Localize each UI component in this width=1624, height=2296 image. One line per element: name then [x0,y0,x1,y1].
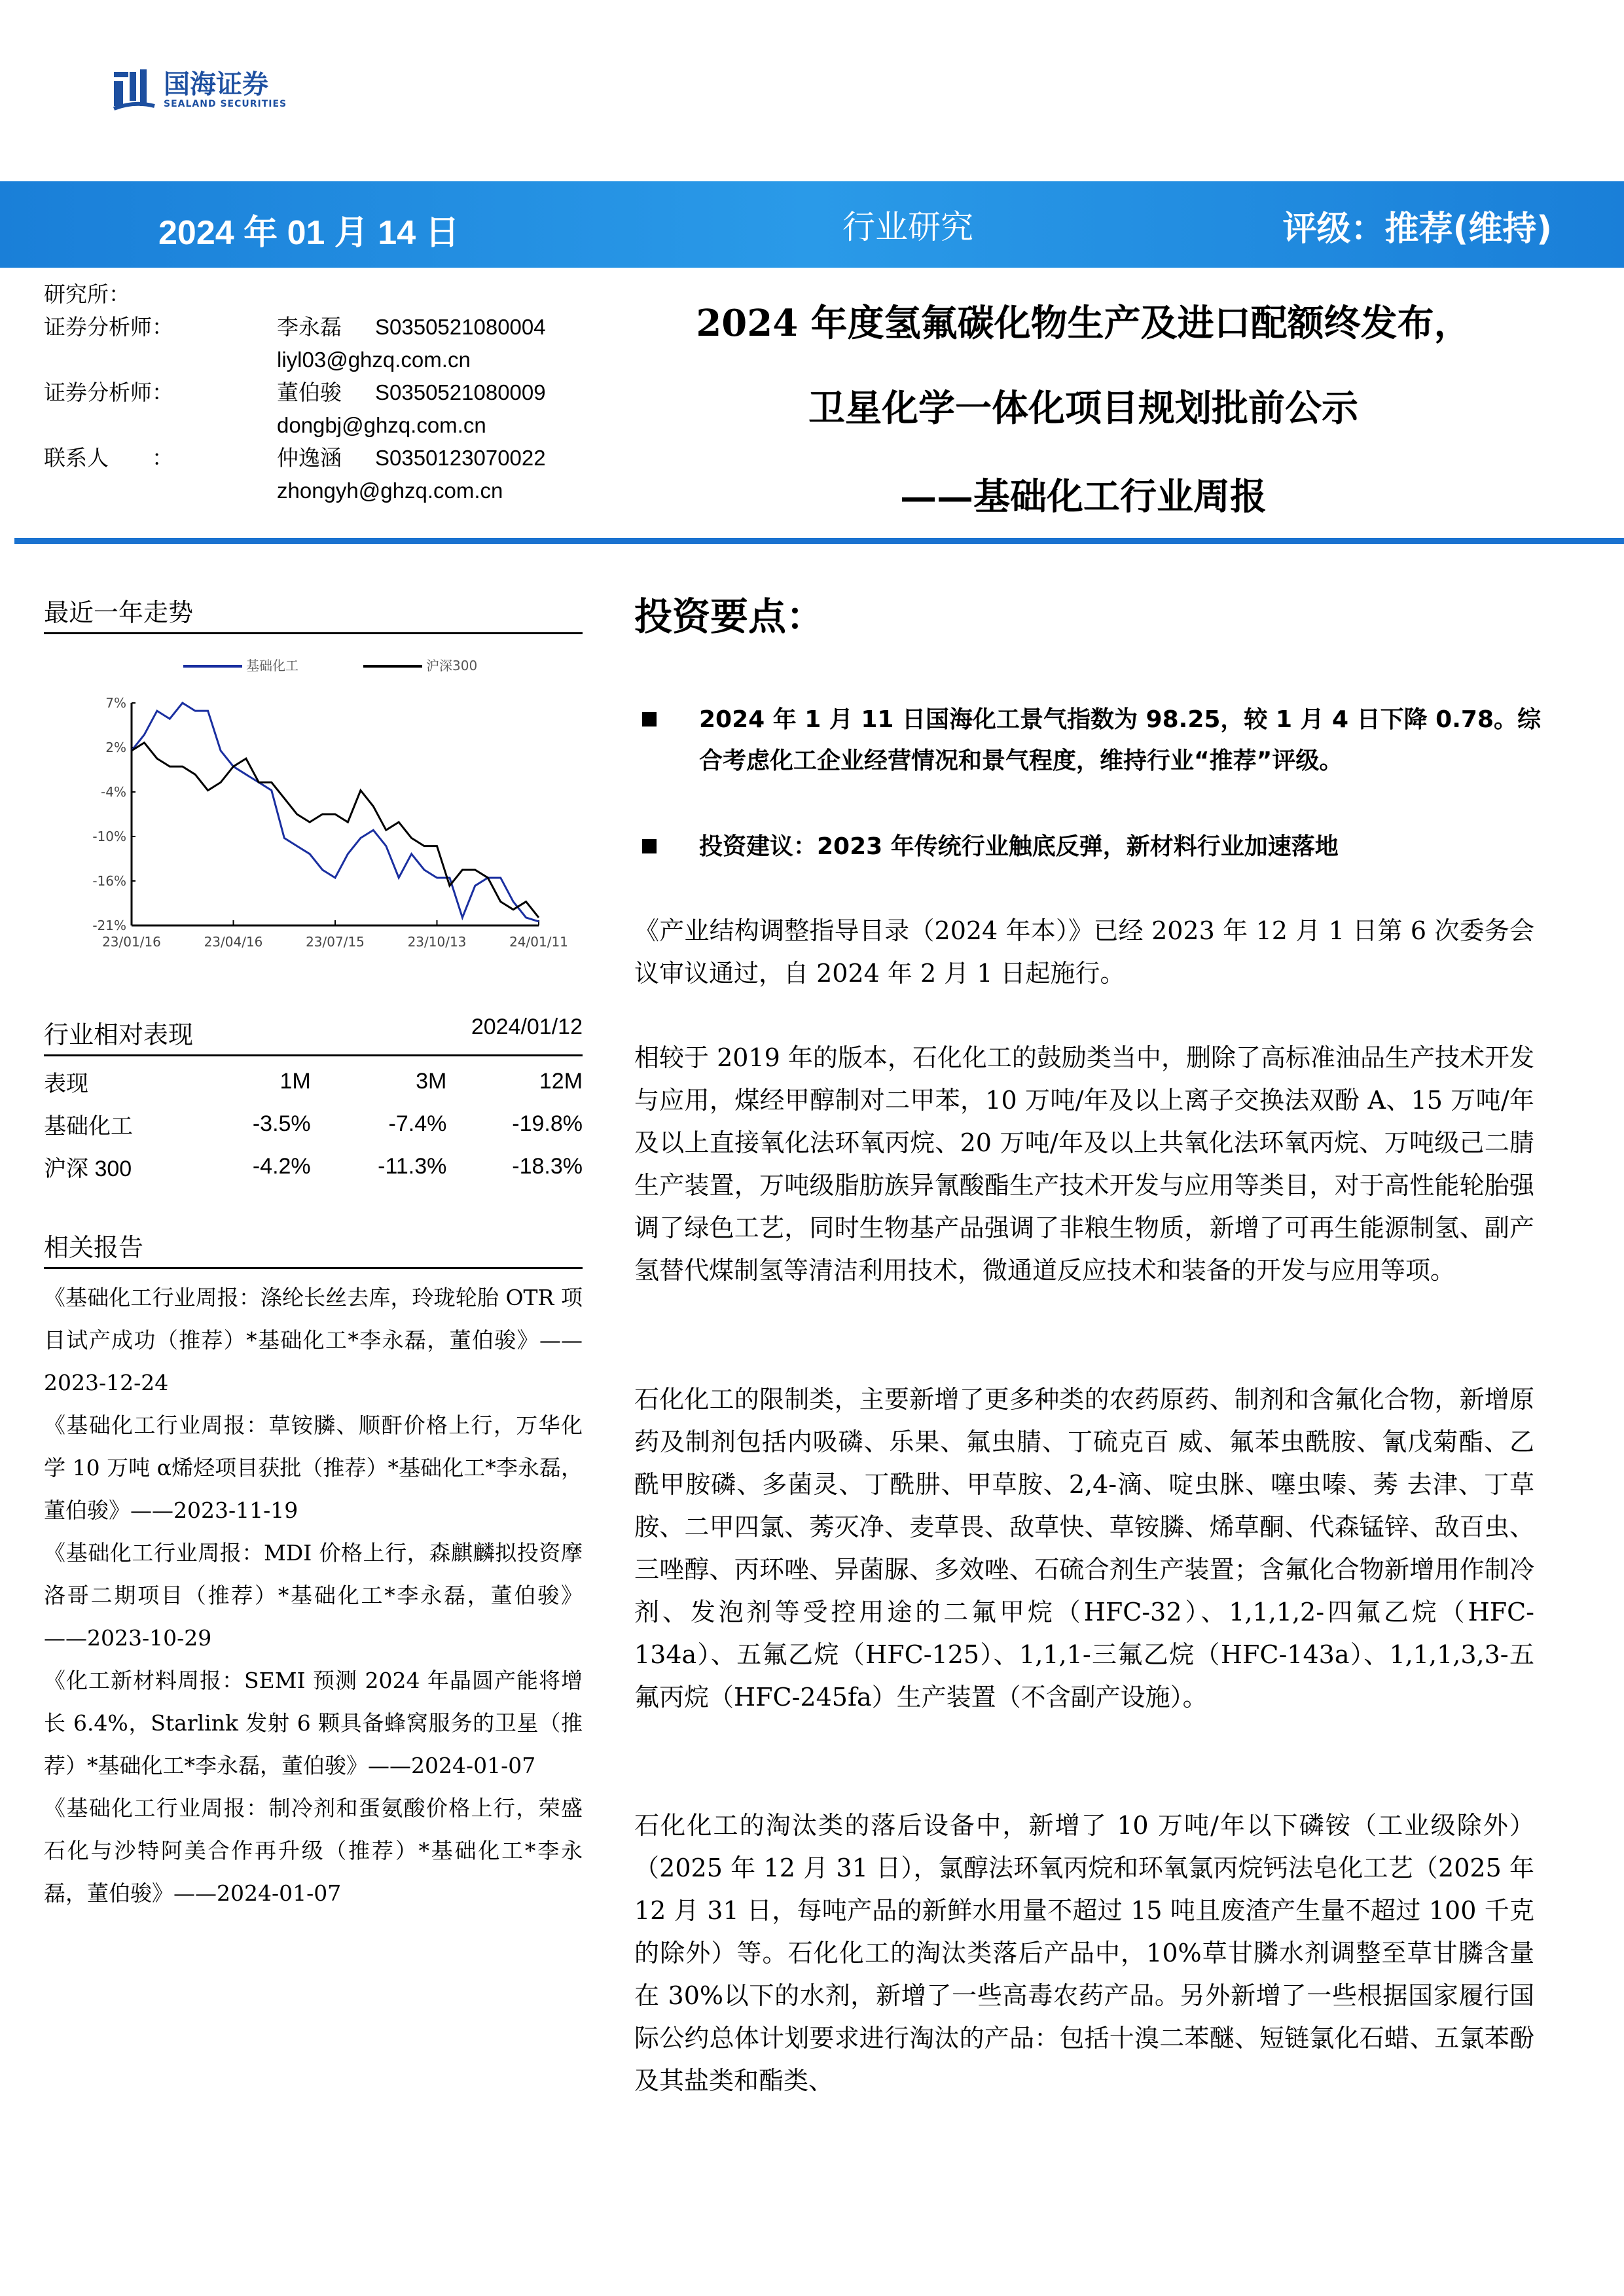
paragraph: 相较于 2019 年的版本，石化化工的鼓励类当中，删除了高标准油品生产技术开发与应用，煤经甲醇制对二甲苯，10 万吨/年及以上离子交换法双酚 A、15 万吨/年及以上直接氧化法环氧丙烷、20 万吨/年及以上共氧化法环氧丙烷、万吨级己二腈生产装置，万吨级脂肪族异氰酸酯生产技术开发与应用等类目，对于高性能轮胎强调了绿色工艺，同时生物基产品强调了非粮生物质，新增了可再生能源制氢、副产氢替代煤制氢等清洁利用技术，微通道反应技术和装备的开发与应用等项。 [634,1043,1534,1285]
contact-id: S0350123070022 [375,446,546,470]
bullet-item [634,826,1544,867]
table-cell: -19.8% [512,1111,583,1136]
table-cell: -18.3% [512,1154,583,1179]
series-line-基础化工 [132,703,539,922]
x-tick-label: 24/01/11 [509,934,568,950]
x-tick-label: 23/10/13 [407,934,467,950]
report-link[interactable]: 《基础化工行业周报：涤纶长丝去库，玲珑轮胎 OTR 项目试产成功（推荐）*基础化工*李永磊，董伯骏》——2023-12-24 [44,1285,583,1395]
analyst-label: 证券分析师： [44,315,173,339]
analyst-info [44,278,546,507]
analyst-id: S0350521080009 [375,380,546,404]
y-tick-label: -16% [92,873,126,889]
contact-email[interactable]: zhongyh@ghzq.com.cn [277,478,503,503]
reports-title: 相关报告 [44,1227,583,1269]
related-reports [44,1276,583,1914]
perf-title: 行业相对表现 [44,1020,194,1049]
trend-title: 最近一年走势 [44,592,583,634]
header-band [0,181,1624,268]
logo-name: 国海证券 [164,69,268,99]
bullet-item [634,699,1544,781]
series-line-沪深300 [132,743,539,918]
perf-header [44,1014,583,1056]
sealand-logo-icon [113,68,156,111]
analyst-email[interactable]: dongbj@ghzq.com.cn [277,413,486,437]
paragraph: 《产业结构调整指导目录（2024 年本）》已经 2023 年 12 月 1 日第 6 次委务会议审议通过，自 2024 年 2 月 1 日起施行。 [634,916,1534,988]
analyst-email[interactable]: liyl03@ghzq.com.cn [277,348,471,372]
paragraph: 石化化工的限制类，主要新增了更多种类的农药原药、制剂和含氟化合物，新增原药及制剂包括内吸磷、乐果、氟虫腈、丁硫克百 威、氟苯虫酰胺、氰戊菊酯、乙酰甲胺磷、多菌灵、丁酰肼、甲草胺、2,4-滴、啶虫脒、噻虫嗪、莠 去津、丁草胺、二甲四氯、莠灭净、麦草畏、敌草快、草铵膦、烯草酮、代森锰锌、敌百虫、三唑醇、丙环唑、异菌脲、多效唑、石硫合剂生产装置；含氟化合物新增用作制冷剂、发泡剂等受控用途的二氟甲烷（HFC-32）、1,1,1,2-四氟乙烷（HFC-134a）、五氟乙烷（HFC-125）、1,1,1-三氟乙烷（HFC-143a）、1,1,1,3,3-五氟丙烷（HFC-245fa）生产装置（不含副产设施）。 [634,1385,1534,1712]
bullet-text: 2024 年 1 月 11 日国海化工景气指数为 98.25，较 1 月 4 日下降 0.78。综合考虑化工企业经营情况和景气程度，维持行业“推荐”评级。 [699,706,1541,774]
table-cell: -4.2% [252,1154,311,1179]
bullet-text: 投资建议：2023 年传统行业触底反弹，新材料行业加速落地 [699,833,1339,860]
bullet-square-icon [642,712,657,726]
x-tick-label: 23/04/16 [204,934,263,950]
paragraph: 石化化工的淘汰类的落后设备中，新增了 10 万吨/年以下磷铵（工业级除外）（2025 年 12 月 31 日），氯醇法环氧丙烷和环氧氯丙烷钙法皂化工艺（2025 年 12 月 31 日，每吨产品的新鲜水用量不超过 15 吨且废渣产生量不超过 100 千克的除外）等。石化化工的淘汰类落后产品中，10%草甘膦水剂调整至草甘膦含量在 30%以下的水剂，新增了一些高毒农药产品。另外新增了一些根据国家履行国际公约总体计划要求进行淘汰的产品：包括十溴二苯醚、短链氯化石蜡、五氯苯酚及其盐类和酯类、 [634,1811,1534,2095]
table-row [44,1103,583,1145]
perf-date: 2024/01/12 [471,1014,583,1039]
header-cell: 12M [539,1069,583,1094]
contact-name: 仲逸涵 [277,446,342,470]
subtitle: ——基础化工行业周报 [900,475,1267,518]
logo-en: SEALAND SECURITIES [164,99,287,109]
legend-label: 沪深300 [426,658,478,673]
y-tick-label: 7% [105,695,126,711]
table-cell: -3.5% [252,1111,311,1136]
company-logo [113,68,287,111]
x-tick-label: 23/07/15 [306,934,365,950]
perf-table [44,1060,583,1188]
header-cell: 1M [280,1069,311,1094]
y-tick-label: -21% [92,918,126,933]
header-cell: 表现 [44,1071,88,1096]
x-tick-label: 23/01/16 [102,934,161,950]
report-link[interactable]: 《基础化工行业周报：草铵膦、顺酐价格上行，万华化学 10 万吨 α烯烃项目获批（推荐）*基础化工*李永磊，董伯骏》——2023-11-19 [44,1412,583,1523]
table-cell: 沪深 300 [44,1157,132,1181]
contact-label: 联系人 ： [44,446,173,470]
report-link[interactable]: 《基础化工行业周报：制冷剂和蛋氨酸价格上行，荣盛石化与沙特阿美合作再升级（推荐）*基础化工*李永磊，董伯骏》——2024-01-07 [44,1795,583,1906]
analyst-name: 董伯骏 [277,380,342,404]
report-type: 行业研究 [842,208,973,246]
dept-label: 研究所： [44,282,130,306]
y-tick-label: -10% [92,829,126,844]
y-tick-label: -4% [101,784,126,800]
key-points-title: 投资要点： [634,594,825,639]
y-tick-label: 2% [105,740,126,755]
bullet-square-icon [642,839,657,853]
analyst-id: S0350521080004 [375,315,546,339]
table-cell: 基础化工 [44,1114,133,1139]
legend-label: 基础化工 [246,658,298,673]
title-line-2: 卫星化学一体化项目规划批前公示 [808,387,1358,430]
title-line-1: 2024 年度氢氟碳化物生产及进口配额终发布， [696,302,1471,345]
table-cell: -7.4% [388,1111,447,1136]
analyst-name: 李永磊 [277,315,342,339]
analyst-label: 证券分析师： [44,380,173,404]
header-cell: 3M [416,1069,447,1094]
trend-chart [39,648,583,969]
table-cell: -11.3% [378,1154,447,1179]
header-divider [14,538,1624,544]
report-link[interactable]: 《基础化工行业周报：MDI 价格上行，森麒麟拟投资摩洛哥二期项目（推荐）*基础化工*李永磊，董伯骏》——2023-10-29 [44,1540,583,1651]
table-row [44,1145,583,1188]
report-rating: 评级：推荐(维持) [1282,209,1552,249]
report-date: 2024 年 01 月 14 日 [158,214,460,252]
table-header-row [44,1060,583,1103]
report-link[interactable]: 《化工新材料周报：SEMI 预测 2024 年晶圆产能将增长 6.4%，Starlink 发射 6 颗具备蜂窝服务的卫星（推荐）*基础化工*李永磊，董伯骏》——2024-01-07 [44,1668,583,1778]
